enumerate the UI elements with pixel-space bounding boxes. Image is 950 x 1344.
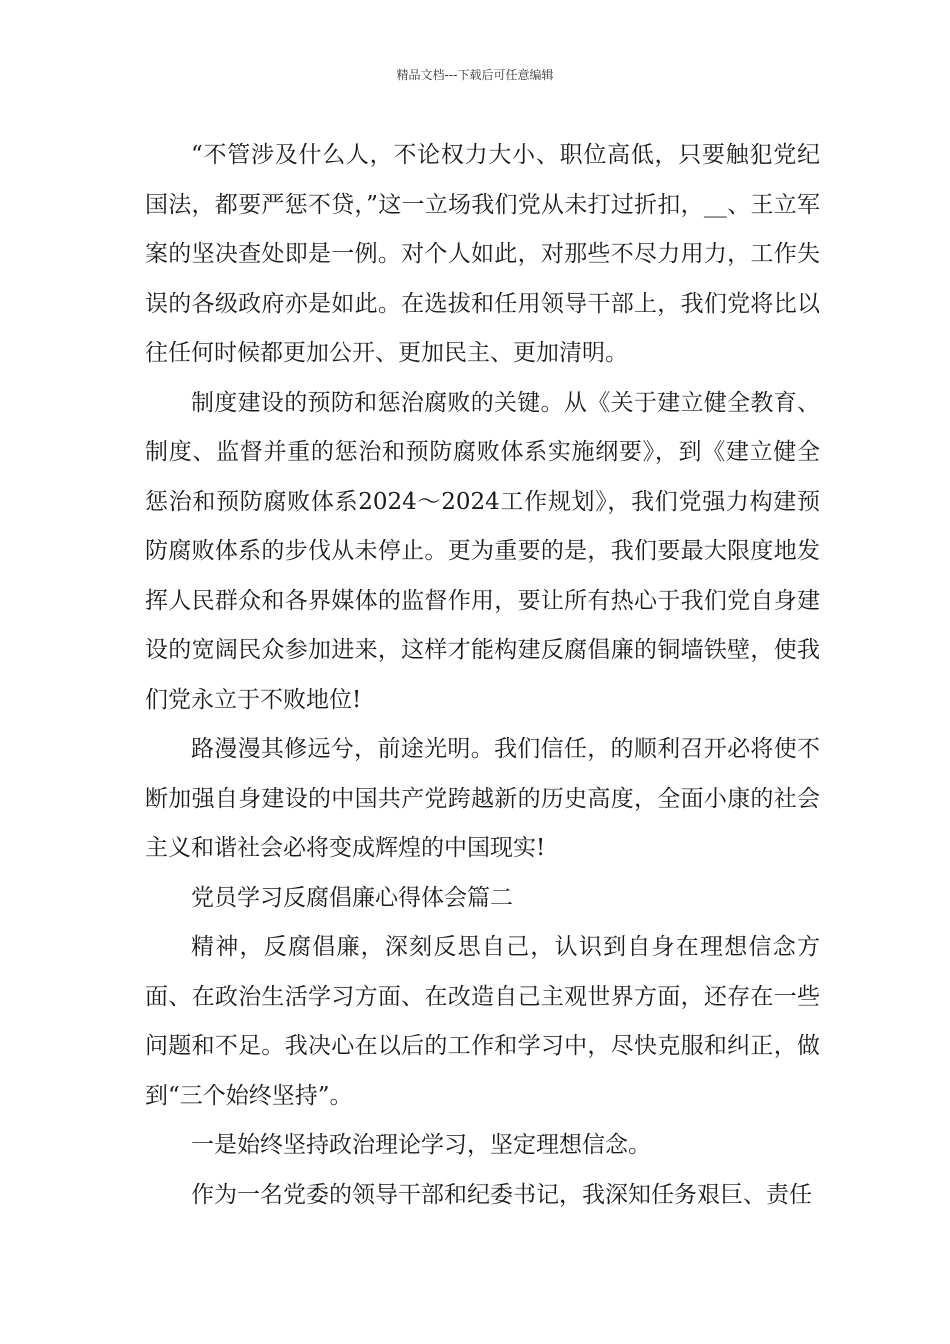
section-heading: 党员学习反腐倡廉心得体会篇二 <box>191 884 513 911</box>
paragraph-reflection: 精神，反腐倡廉，深刻反思自己，认识到自身在理想信念方面、在政治生活学习方面、在改造自己主观世界方面，还存在一些问题和不足。我决心在以后的工作和学习中，尽快克服和纠正，做到“三个始终坚持”。 <box>145 934 820 1109</box>
paragraph-responsibility: 作为一名党委的领导干部和纪委书记，我深知任务艰巨、责任 <box>191 1181 812 1208</box>
page-header: 精品文档---下载后可任意编辑 <box>396 68 554 82</box>
paragraph-discipline: “不管涉及什么人，不论权力大小、职位高低，只要触犯党纪国法，都要严惩不贷，”这一立场我们党从未打过折扣，__、王立军案的坚决查处即是一例。对个人如此，对那些不尽力用力，工作失误的各级政府亦是如此。在选拔和任用领导干部上，我们党将比以往任何时候都更加公开、更加民主、更加清明。 <box>145 142 820 366</box>
paragraph-outlook: 路漫漫其修远兮，前途光明。我们信任，的顺利召开必将使不断加强自身建设的中国共产党跨越新的历史高度，全面小康的社会主义和谐社会必将变成辉煌的中国现实! <box>145 736 820 861</box>
paragraph-system-building: 制度建设的预防和惩治腐败的关键。从《关于建立健全教育、制度、监督并重的惩治和预防腐败体系实施纲要》，到《建立健全惩治和预防腐败体系2024～2024工作规划》，我们党强力构建预防腐败体系的步伐从未停止。更为重要的是，我们要最大限度地发挥人民群众和各界媒体的监督作用，要让所有热心于我们党自身建设的宽阔民众参加进来，这样才能构建反腐倡廉的铜墙铁壁，使我们党永立于不败地位! <box>145 389 820 713</box>
document-body <box>145 131 820 1220</box>
paragraph-point-one: 一是始终坚持政治理论学习，坚定理想信念。 <box>191 1132 651 1158</box>
